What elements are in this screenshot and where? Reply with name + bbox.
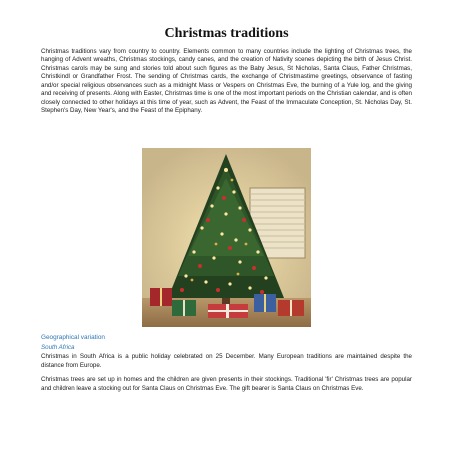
body-paragraph-2: Christmas trees are set up in homes and the children are given presents in their stockings. Traditional 'fir' Christmas trees are popular and children leave a stocking out for Santa Claus on Christmas Eve. The gift bearer is Santa Claus on Christmas Eve. (41, 376, 412, 392)
section-heading: Geographical variation (41, 334, 105, 341)
page-title: Christmas traditions (164, 26, 289, 41)
intro-paragraph: Christmas traditions vary from country to country. Elements common to many countries include the lighting of Christmas trees, the hanging of Advent wreaths, Christmas stockings, candy canes, and the creation of Nativity scenes depicting the birth of Jesus Christ. Christmas carols may be sung and stories told about such figures as the Baby Jesus, St Nicholas, Santa Claus, Father Christmas, Christkindl or Grandfather Frost. The sending of Christmas cards, the exchange of Christmastime greetings, observance of fasting and/or special religious observances such as a midnight Mass or Vespers on Christmas Eve, the burning of a Yule log, and the giving and receiving of presents. Along with Easter, Christmas time is one of the most important periods on the Christian calendar, and is often closely connected to other holidays at this time of year, such as Advent, the Feast of the Immaculate Conception, St. Nicholas Day, St. Stephen's Day, New Year's, and the Feast of the Epiphany. (41, 48, 412, 115)
christmas-tree-photo (142, 148, 311, 327)
body-paragraph-1: Christmas in South Africa is a public holiday celebrated on 25 December. Many European traditions are maintained despite the distance from Europe. (41, 353, 412, 369)
sub-heading: South Africa (41, 344, 75, 351)
